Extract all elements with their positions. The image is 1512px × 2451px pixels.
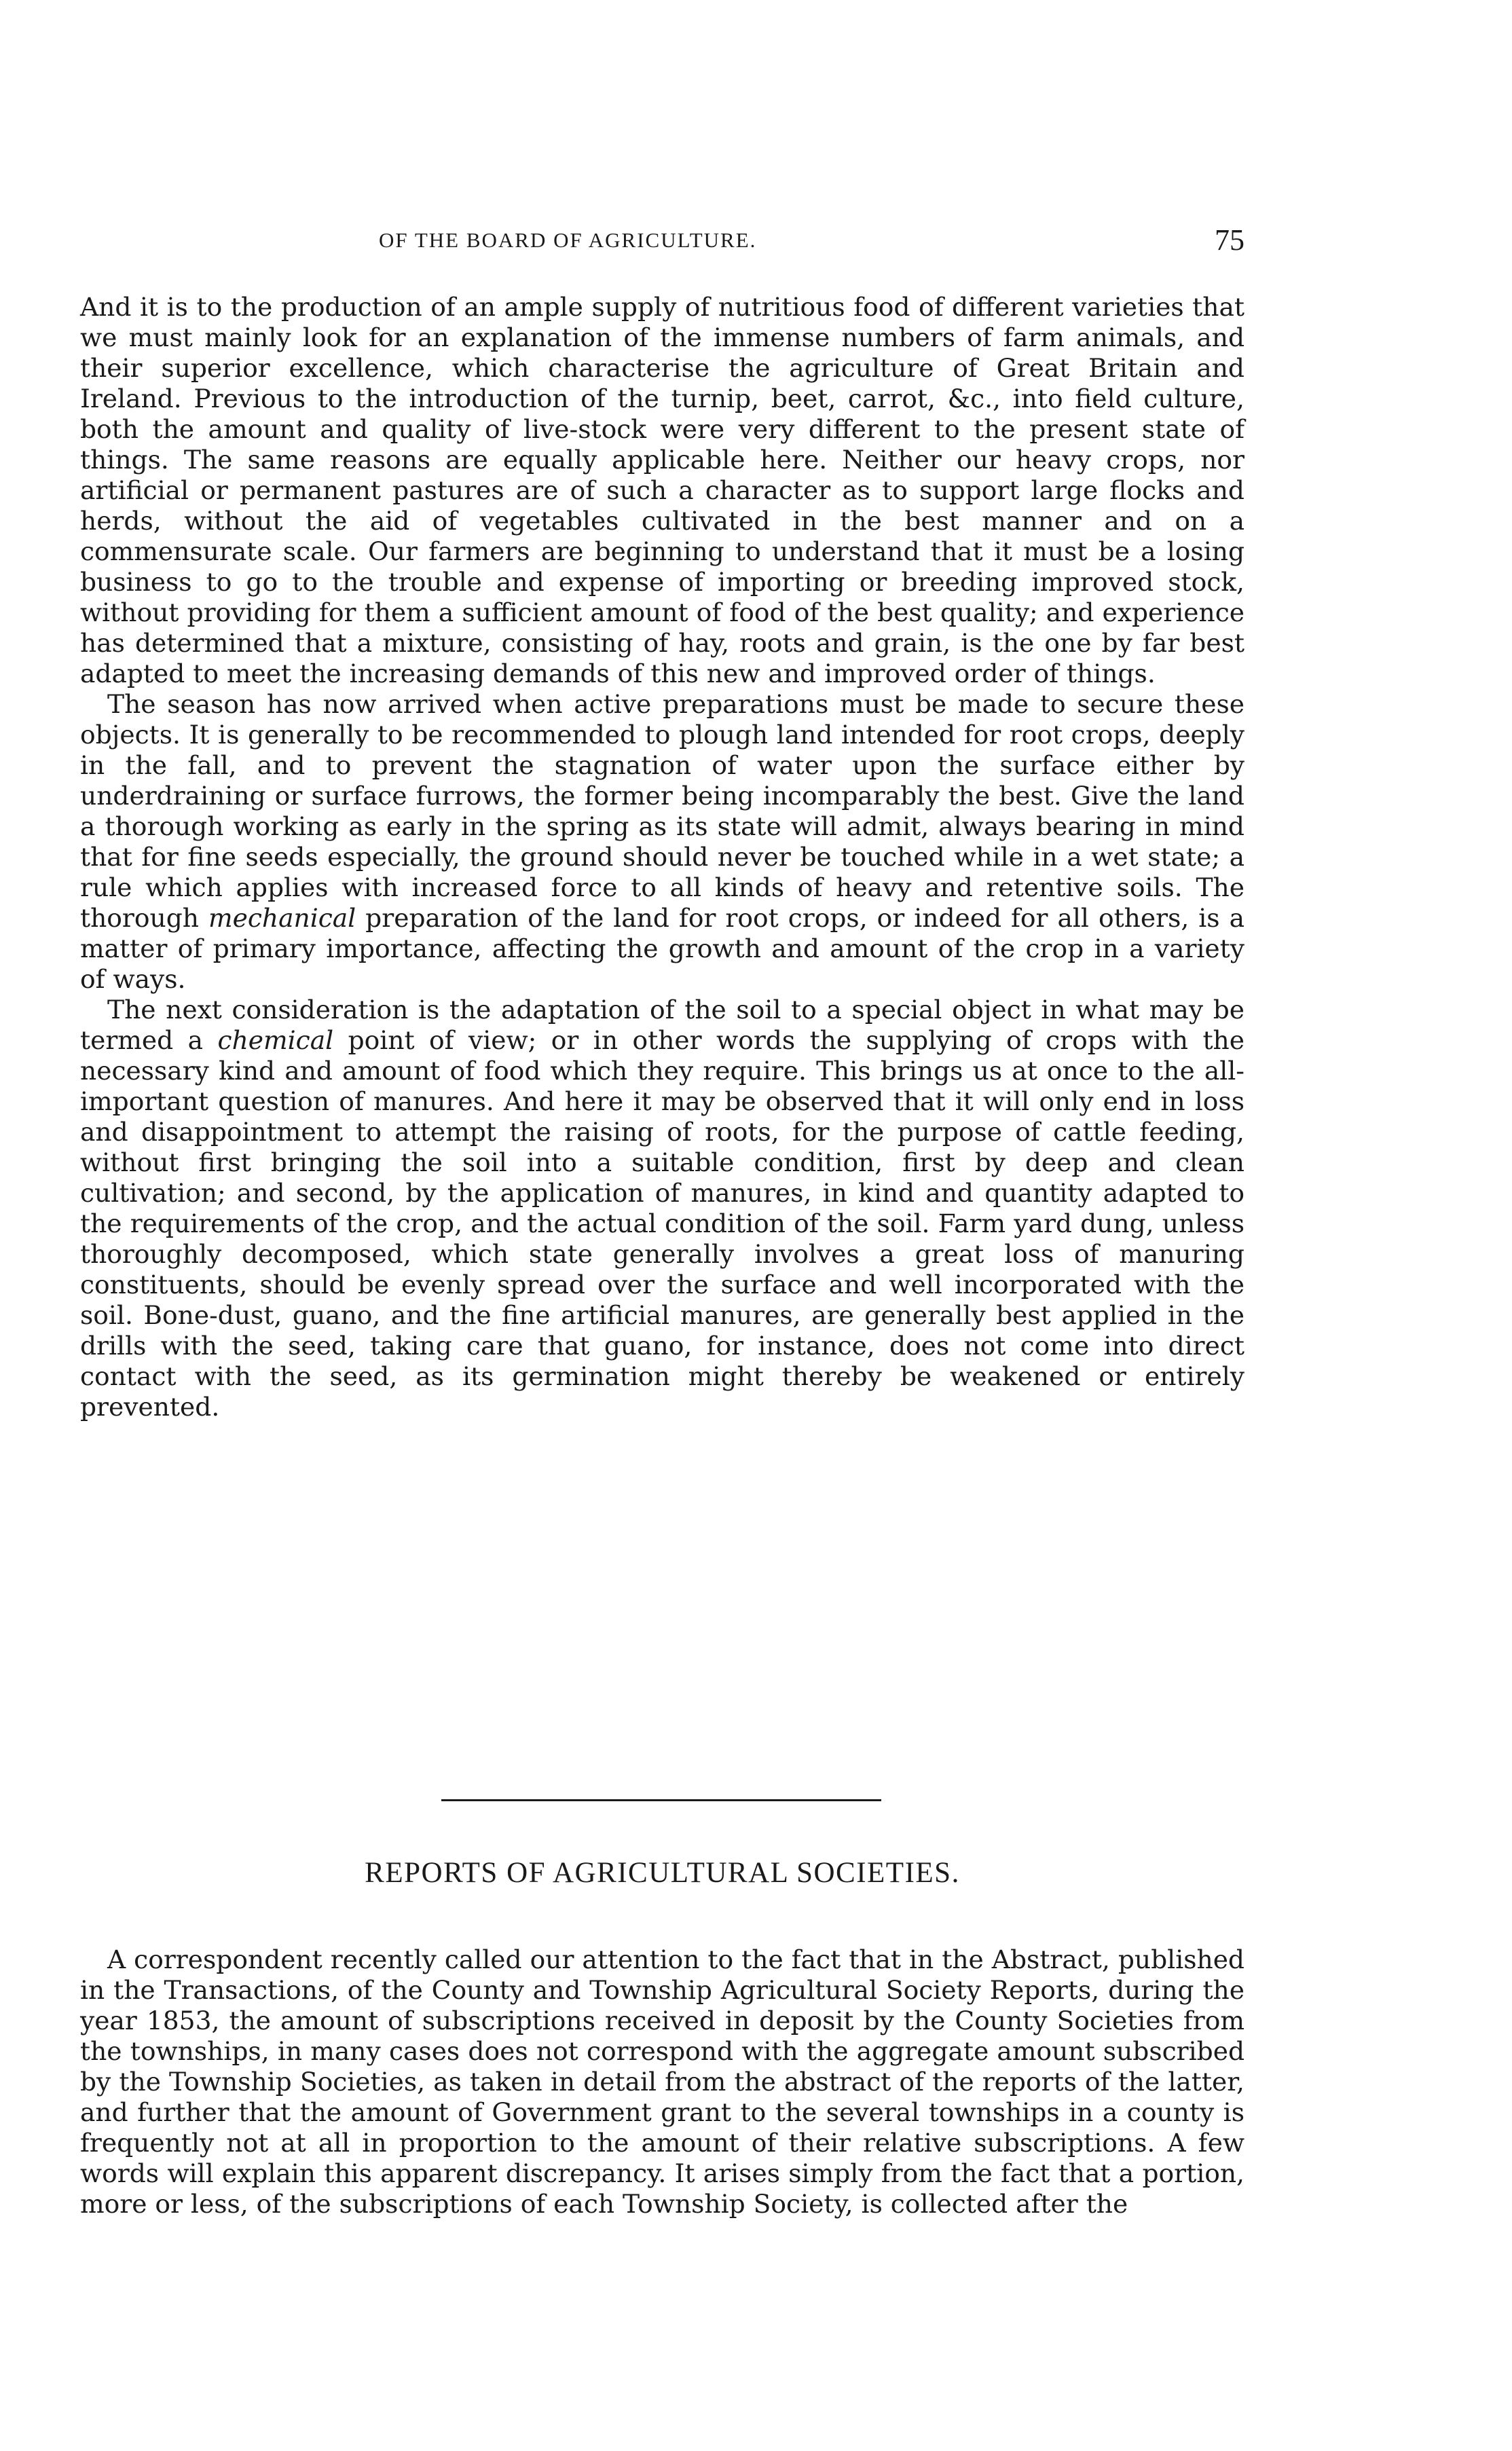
running-header bbox=[80, 223, 1244, 266]
running-title: OF THE BOARD OF AGRICULTURE. bbox=[379, 228, 757, 252]
paragraph-text: The next consideration is the adaptation of the soil to a special object in what may be termed a bbox=[80, 995, 1244, 1055]
paragraph-text: The season has now arrived when active preparations must be made to secure these objects. It is generally to be recommended to plough land intended for root crops, deeply in the fall, and to prevent the stagnation of water upon the surface either by underdraining or surface furrows, the former being incomparably the best. Give the land a thorough working as early in the spring as its state will admit, always bearing in mind that for fine seeds especially, the ground should never be touched while in a wet state; a rule which applies with increased force to all kinds of heavy and retentive soils. The thorough bbox=[80, 689, 1244, 933]
section-divider-rule bbox=[441, 1799, 881, 1801]
section-heading: REPORTS OF AGRICULTURAL SOCIETIES. bbox=[365, 1857, 960, 1889]
reports-article-body bbox=[80, 1945, 1244, 2219]
paragraph-text: point of view; or in other words the supplying of crops with the necessary kind and amount of food which they require. This brings us at once to the all-important question of manures. And here it may be observed that it will only end in loss and disappointment to attempt the raising of roots, for the purpose of cattle feeding, without first bringing the soil into a suitable condition, first by deep and clean cultivation; and second, by the application of manures, in kind and quantity adapted to the requirements of the crop, and the actual condition of the soil. Farm yard dung, unless thoroughly decomposed, which state generally involves a great loss of manuring constituents, should be evenly spread over the surface and well incorporated with the soil. Bone-dust, guano, and the fine artificial manures, are generally best applied in the drills with the seed, taking care that guano, for instance, does not come into direct contact with the seed, as its germination might thereby be weakened or entirely prevented. bbox=[80, 1025, 1244, 1422]
manure-article-body bbox=[80, 292, 1244, 1422]
italic-term-chemical: chemical bbox=[217, 1025, 334, 1055]
italic-term-mechanical: mechanical bbox=[208, 903, 356, 933]
paragraph-food-supply: And it is to the production of an ample supply of nutritious food of different varieties that we must mainly look for an explanation of the immense numbers of farm animals, and their superior excellence, which characterise the agriculture of Great Britain and Ireland. Previous to the introduction of the turnip, beet, carrot, &c., into field culture, both the amount and quality of live-stock were very different to the present state of things. The same reasons are equally applicable here. Neither our heavy crops, nor artificial or permanent pastures are of such a character as to support large flocks and herds, without the aid of vegetables cultivated in the best manner and on a commensurate scale. Our farmers are beginning to understand that it must be a losing business to go to the trouble and expense of importing or breeding improved stock, without providing for them a sufficient amount of food of the best quality; and experience has determined that a mixture, consisting of hay, roots and grain, is the one by far best adapted to meet the increasing demands of this new and improved order of things. bbox=[80, 292, 1244, 688]
paragraph-subscriptions: A correspondent recently called our attention to the fact that in the Abstract, published in the Transactions, of the County and Township Agricultural Society Reports, during the year 1853, the amount of subscriptions received in deposit by the County Societies from the townships, in many cases does not correspond with the aggregate amount subscribed by the Township Societies, as taken in detail from the abstract of the reports of the latter, and further that the amount of Government grant to the several townships in a county is frequently not at all in proportion to the amount of their relative subscriptions. A few words will explain this apparent discrepancy. It arises simply from the fact that a portion, more or less, of the subscriptions of each Township Society, is collected after the bbox=[80, 1945, 1244, 2219]
paragraph-text: preparation of the land for root crops, or indeed for all others, is a matter of primary importance, affecting the growth and amount of the crop in a variety of ways. bbox=[80, 903, 1244, 994]
paragraph-manures bbox=[80, 995, 1244, 1422]
page-number: 75 bbox=[1215, 223, 1244, 257]
paragraph-preparation bbox=[80, 689, 1244, 995]
